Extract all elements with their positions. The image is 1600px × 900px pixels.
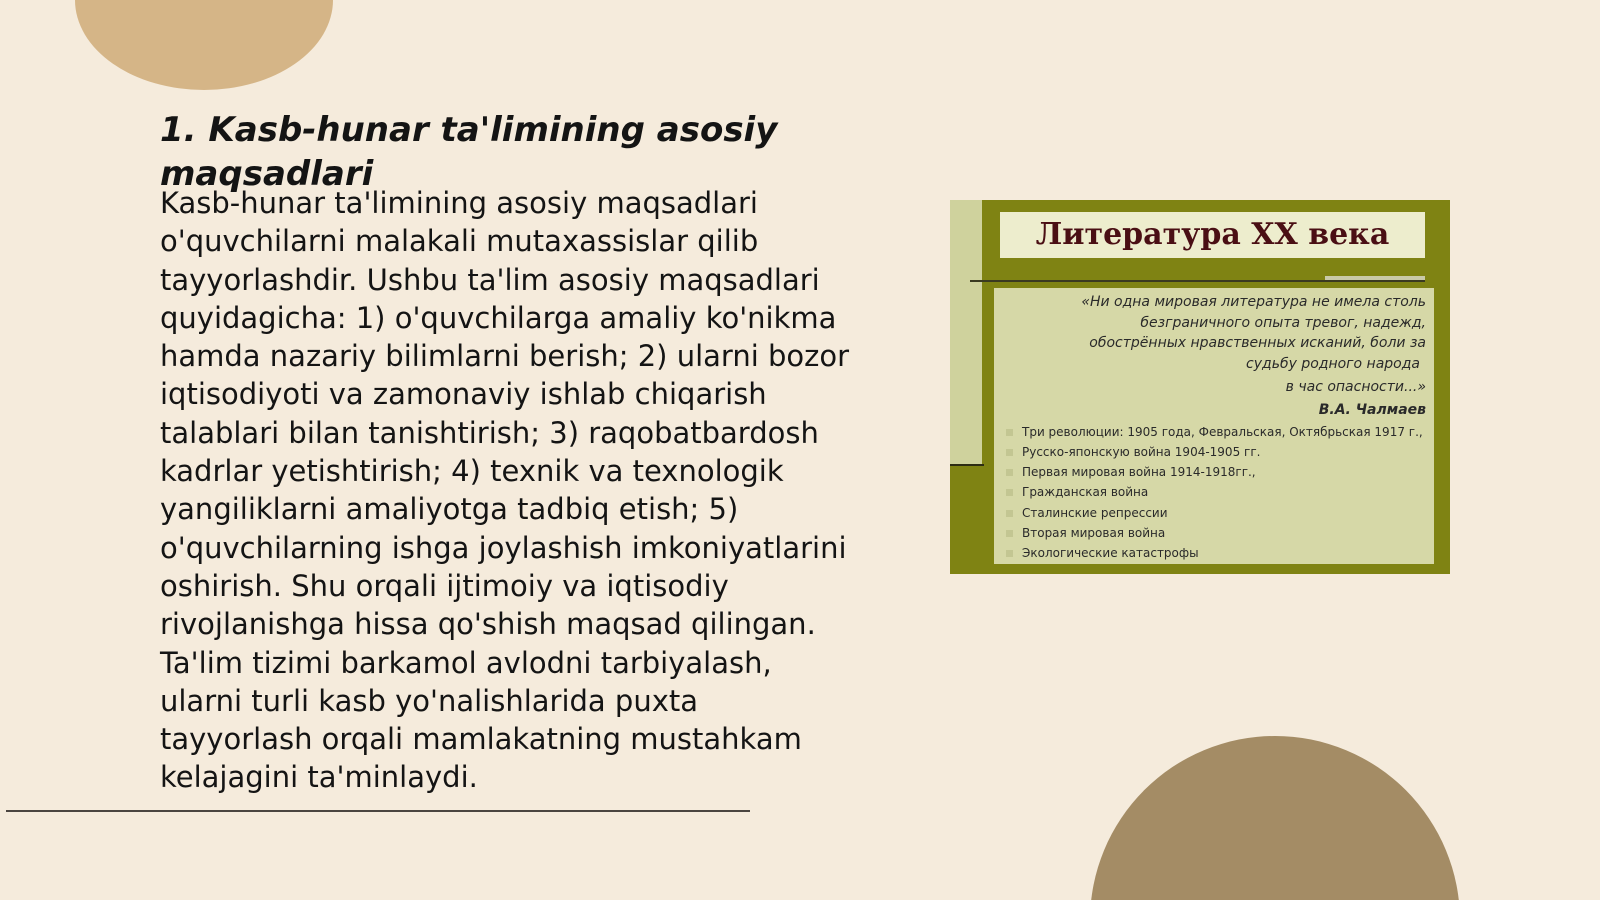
- quote-line: судьбу родного народа: [1246, 355, 1420, 372]
- list-item: Русско-японскую война 1904-1905 гг.: [1002, 442, 1434, 462]
- list-item: Вторая мировая война: [1002, 523, 1434, 543]
- bullet-icon: [1006, 469, 1013, 476]
- decorative-circle-top: [75, 0, 333, 90]
- image-rule: [970, 280, 1425, 282]
- image-event-list: [994, 422, 1434, 564]
- quote-author: В.А. Чалмаев: [1318, 401, 1426, 418]
- list-item: Три революции: 1905 года, Февральская, Октябрьская 1917 г.,: [1002, 422, 1434, 442]
- quote-line: безграничного опыта тревог, надежд,: [1140, 314, 1426, 331]
- quote-line: обострённых нравственных исканий, боли за: [1089, 335, 1426, 351]
- list-item: Гражданская война: [1002, 482, 1434, 502]
- quote-line: «Ни одна мировая литература не имела столь: [1081, 294, 1426, 310]
- bullet-icon: [1006, 510, 1013, 517]
- bullet-icon: [1006, 489, 1013, 496]
- bullet-icon: [1006, 449, 1013, 456]
- divider-line: [6, 810, 750, 812]
- image-title: Литература XX века: [1000, 212, 1425, 258]
- bullet-icon: [1006, 429, 1013, 436]
- image-quote: [994, 288, 1434, 398]
- slide-title: 1. Kasb-hunar ta'limining asosiy maqsadlari: [160, 110, 778, 194]
- quote-line: в час опасности...»: [1285, 379, 1426, 395]
- bullet-icon: [1006, 550, 1013, 557]
- list-item: Сталинские репрессии: [1002, 503, 1434, 523]
- decorative-circle-bottom: [1090, 736, 1460, 900]
- slide-body-text: Kasb-hunar ta'limining asosiy maqsadlari o'quvchilarni malakali mutaxassislar qilib tayyorlashdir. Ushbu ta'lim asosiy maqsadlari quyidagicha: 1) o'quvchilarga amaliy ko'nikma hamda nazariy bilimlarni berish; 2) ularni bozor iqtisodiyoti va zamonaviy ishlab chiqarish talablari bilan tanishtirish; 3) raqobatbardosh kadrlar yetishtirish; 4) texnik va texnologik yangiliklarni amaliyotga tadbiq etish; 5) o'quvchilarning ishga joylashish imkoniyatlarini oshirish. Shu orqali ijtimoiy va iqtisodiy rivojlanishga hissa qo'shish maqsad qilingan. Ta'lim tizimi barkamol avlodni tarbiyalash, ularni turli kasb yo'nalishlarida puxta tayyorlash orqali mamlakatning mustahkam kelajagini ta'minlaydi.: [160, 186, 850, 795]
- image-left-band: [950, 200, 982, 466]
- image-left-band-line: [950, 464, 984, 466]
- image-content-panel: [994, 288, 1434, 564]
- list-item: Экологические катастрофы: [1002, 543, 1434, 563]
- bullet-icon: [1006, 530, 1013, 537]
- literature-image: [950, 200, 1450, 574]
- list-item: Первая мировая война 1914-1918гг.,: [1002, 462, 1434, 482]
